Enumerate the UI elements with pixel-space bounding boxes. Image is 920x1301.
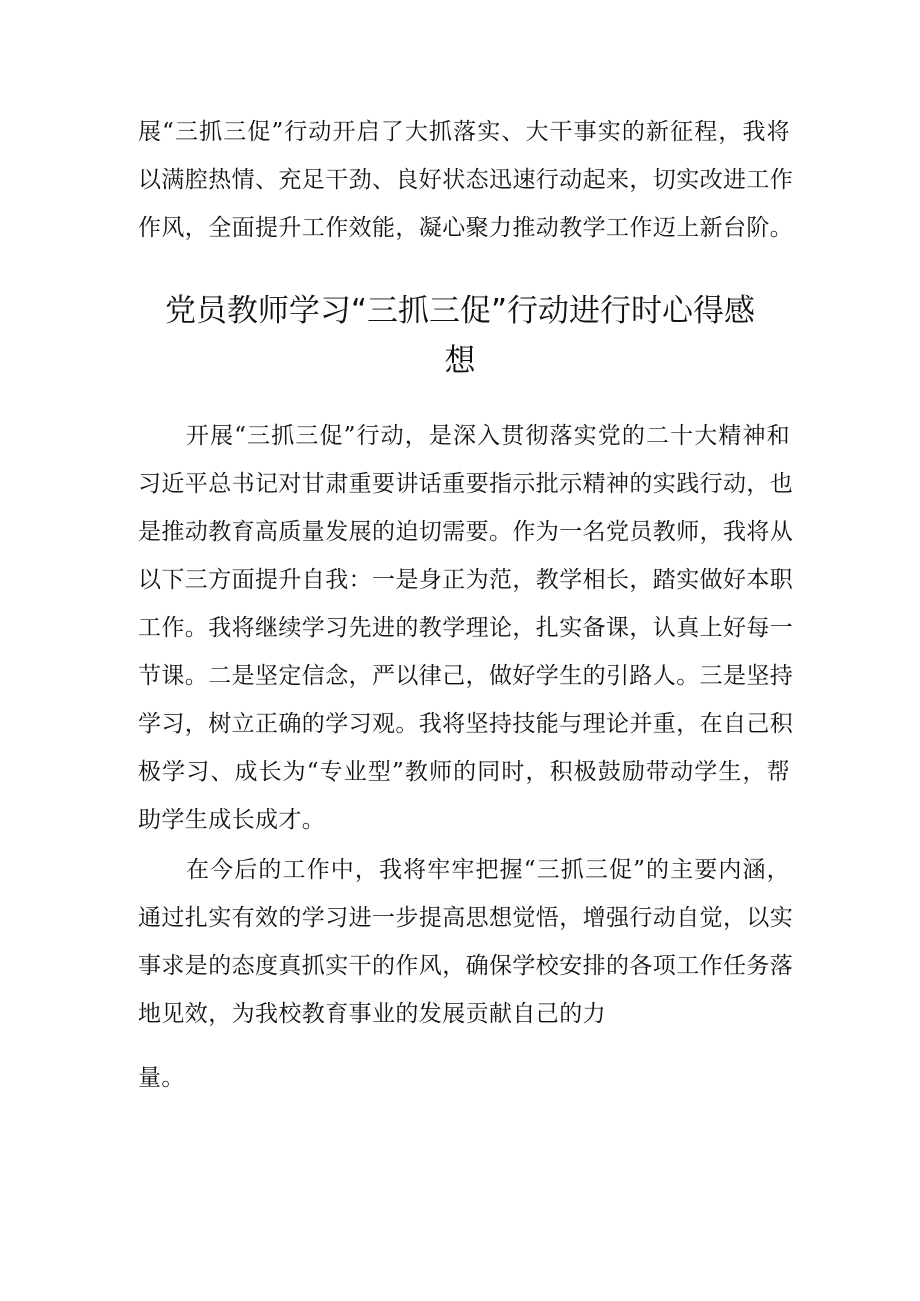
paragraph-2-line-3: 事求是的态度真抓实干的作风，确保学校安排的各项工作任务落 xyxy=(138,953,794,979)
paragraph-2-line-2: 通过扎实有效的学习进一步提高思想觉悟，增强行动自觉，以实 xyxy=(138,905,794,931)
intro-line-2: 以满腔热情、充足干劲、良好状态迅速行动起来，切实改进工作 xyxy=(138,167,794,193)
paragraph-2-line-4: 地见效，为我校教育事业的发展贡献自己的力 xyxy=(138,1001,606,1027)
paragraph-2-line-1: 在今后的工作中，我将牢牢把握“三抓三促”的主要内涵， xyxy=(186,857,790,883)
intro-paragraph xyxy=(138,108,794,252)
article-title-line-1: 党员教师学习“三抓三促”行动进行时心得感 xyxy=(164,293,756,329)
paragraph-1-line-8: 极学习、成长为“专业型”教师的同时，积极鼓励带动学生，帮 xyxy=(138,759,790,785)
paragraph-1-line-7: 学习，树立正确的学习观。我将坚持技能与理论并重，在自己积 xyxy=(138,711,794,737)
paragraph-1-line-6: 节课。二是坚定信念，严以律己，做好学生的引路人。三是坚持 xyxy=(138,663,794,689)
paragraph-1-line-3: 是推动教育高质量发展的迫切需要。作为一名党员教师，我将从 xyxy=(138,519,794,545)
article-paragraph-1 xyxy=(138,412,794,844)
paragraph-1-line-4: 以下三方面提升自我：一是身正为范，教学相长，踏实做好本职 xyxy=(138,567,794,593)
paragraph-1-line-9: 助学生成长成才。 xyxy=(138,807,326,833)
paragraph-1-line-2: 习近平总书记对甘肃重要讲话重要指示批示精神的实践行动，也 xyxy=(138,471,794,497)
article-paragraph-2-continuation xyxy=(138,1054,790,1102)
paragraph-1-line-1: 开展“三抓三促”行动，是深入贯彻落实党的二十大精神和 xyxy=(186,423,790,449)
paragraph-1-line-5: 工作。我将继续学习先进的教学理论，扎实备课，认真上好每一 xyxy=(138,615,794,641)
article-paragraph-2 xyxy=(138,846,794,1038)
intro-line-1: 展“三抓三促”行动开启了大抓落实、大干事实的新征程，我将 xyxy=(138,119,790,145)
article-title-line-2: 想 xyxy=(444,343,476,379)
article-title xyxy=(100,286,820,386)
intro-line-3: 作风，全面提升工作效能，凝心聚力推动教学工作迈上新台阶。 xyxy=(138,215,794,241)
paragraph-2-continuation-line: 量。 xyxy=(138,1065,185,1091)
